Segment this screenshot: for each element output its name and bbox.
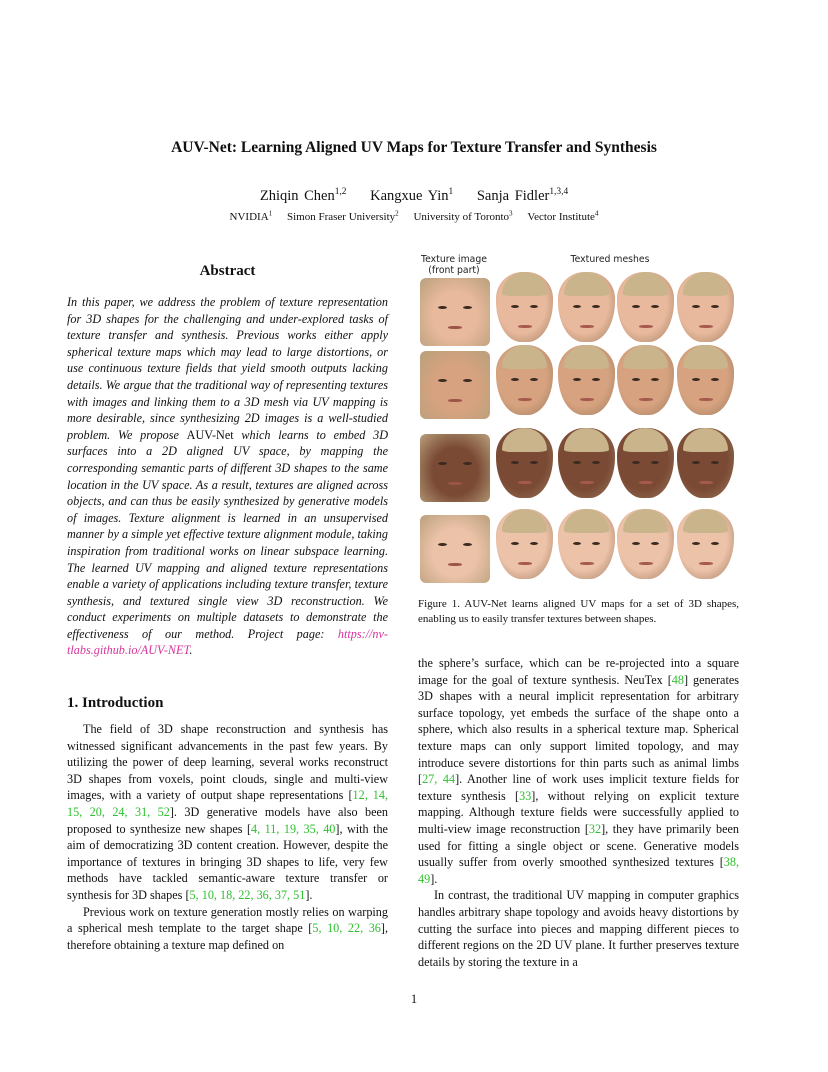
textured-mesh-face — [617, 272, 674, 342]
abstract-body: In this paper, we address the problem of texture representation for 3D shapes for the challenging and under-explored tasks of texture transfer and synthesis. Previous works either apply spherical texture maps which may lead to large distortions, or use continuous texture fields that yield smooth outputs lacking details. We argue that the traditional way of representing textures with images and linking them to a 3D mesh via UV mapping is more desirable, since synthesizing 2D images is a well-studied problem. We propose AUV-Net which learns to embed 3D surfaces into a 2D aligned UV space, by mapping the corresponding semantic parts of different 3D shapes to the same location in the UV space. As a result, textures are aligned across objects, and can thus be easily synthesized by generative models of images. Texture alignment is learned in an unsupervised manner by a simple yet effective texture alignment module, taking inspiration from traditional works on linear subspace learning. The learned UV mapping and aligned texture representations enable a variety of applications including texture transfer, texture synthesis, and textured single view 3D reconstruction. We conduct experiments on multiple datasets to demonstrate the effectiveness of our method. Project page: https://nv-tlabs.github.io/AUV-NET. — [67, 295, 389, 658]
paragraph: The field of 3D shape reconstruction and synthesis has witnessed significant advancements in the past few years. By utilizing the power of deep learning, several works reconstruct 3D shapes from voxels, point clouds, single and multi-view images, with a variety of output shape representations [12, 14, 15, 20, 24, 31, 52]. 3D generative models have also been proposed to synthesize new shapes [4, 11, 19, 35, 40], with the aim of democratizing 3D content creation. However, despite the importance of textures in bringing 3D shapes to life, very few methods have tackled semantic-aware texture transfer or synthesis for 3D shapes [5, 10, 18, 22, 36, 37, 51]. — [67, 722, 389, 902]
textured-mesh-face — [496, 428, 553, 498]
citation[interactable]: 12, 14, 15, 20, 24, 31, 52 — [67, 788, 389, 819]
texture-image — [420, 515, 490, 583]
textured-mesh-face — [558, 272, 615, 342]
textured-mesh-face — [677, 509, 734, 579]
affiliation: NVIDIA$^1$ — [229, 209, 273, 223]
textured-mesh-face — [677, 272, 734, 342]
citation[interactable]: 5, 10, 18, 22, 36, 37, 51 — [189, 887, 306, 902]
textured-mesh-face — [558, 428, 615, 498]
citation[interactable]: 27, 44 — [422, 772, 456, 787]
figure-caption: Figure 1. AUV-Net learns aligned UV maps for a set of 3D shapes, enabling us to easily transfer textures between shapes. — [418, 598, 739, 625]
textured-mesh-face — [496, 345, 553, 415]
citation[interactable]: 5, 10, 22, 36 — [312, 921, 381, 936]
textured-mesh-face — [617, 509, 674, 579]
textured-meshes-label: Textured meshes — [570, 254, 650, 265]
texture-image — [420, 278, 490, 346]
textured-mesh-face — [677, 345, 734, 415]
citation[interactable]: 33 — [519, 788, 532, 803]
paragraph: Previous work on texture generation mostly relies on warping a spherical mesh template to the target shape [5, 10, 22, 36], therefore obtaining a texture map defined on — [67, 904, 388, 952]
author-list — [0, 188, 828, 205]
textured-mesh-face — [677, 428, 734, 498]
citation[interactable]: 48 — [671, 672, 684, 687]
page-number: 1 — [410, 992, 418, 1006]
textured-mesh-face — [558, 509, 615, 579]
introduction-body — [67, 721, 388, 953]
texture-image — [420, 351, 490, 419]
method-name: AUV-Net — [186, 427, 234, 442]
figure-1 — [418, 252, 739, 597]
texture-image — [420, 434, 490, 502]
author: Sanja Fidler$^{1,3,4}$ — [476, 187, 569, 204]
affiliation: University of Toronto$^3$ — [413, 209, 513, 223]
citation[interactable]: 38, 49 — [418, 855, 739, 886]
citation[interactable]: 32 — [588, 821, 602, 836]
textured-mesh-face — [617, 428, 674, 498]
affiliation: Simon Fraser University$^2$ — [286, 209, 399, 223]
textured-mesh-face — [496, 509, 553, 579]
texture-image-label: Texture image (front part) — [421, 254, 487, 276]
section-heading-introduction: 1. Introduction — [67, 695, 164, 711]
abstract-heading: Abstract — [199, 263, 256, 279]
affiliation-list — [0, 211, 828, 223]
paper-title: AUV-Net: Learning Aligned UV Maps for Texture Transfer and Synthesis — [171, 139, 657, 156]
affiliation: Vector Institute$^4$ — [527, 209, 599, 223]
textured-mesh-face — [617, 345, 674, 415]
author: Kangxue Yin$^1$ — [370, 187, 454, 204]
right-column-body — [418, 655, 739, 970]
textured-mesh-face — [558, 345, 615, 415]
project-page-link[interactable]: https://nv-tlabs.github.io/AUV-NET — [67, 626, 388, 658]
paragraph: the sphere’s surface, which can be re-projected into a square image for the goal of texture synthesis. NeuTex [48] generates 3D shapes with a neural implicit representation for arbitrary surface topology, yet embeds the surface of the shape onto a sphere, which also results in a spherical texture map. Spherical texture maps can only support limited topology, and may introduce severe distortions for thin parts such as animal limbs [27, 44]. Another line of work uses implicit texture fields for texture synthesis [33], without relying on explicit texture mapping. Although texture fields were successfully applied to multi-view image reconstruction [32], they have primarily been used for fitting a single object or scene. Generative models usually suffer from overly smoothed synthesized textures [38, 49]. — [418, 656, 740, 886]
textured-mesh-face — [496, 272, 553, 342]
citation[interactable]: 4, 11, 19, 35, 40 — [251, 821, 336, 836]
author: Zhiqin Chen$^{1,2}$ — [259, 187, 347, 204]
paragraph: In contrast, the traditional UV mapping in computer graphics handles arbitrary shape topology and avoids heavy distortions by cutting the surface into pieces and mapping different pieces to different regions on the 2D UV plane. It further preserves texture details by storing the texture in a — [418, 888, 739, 969]
